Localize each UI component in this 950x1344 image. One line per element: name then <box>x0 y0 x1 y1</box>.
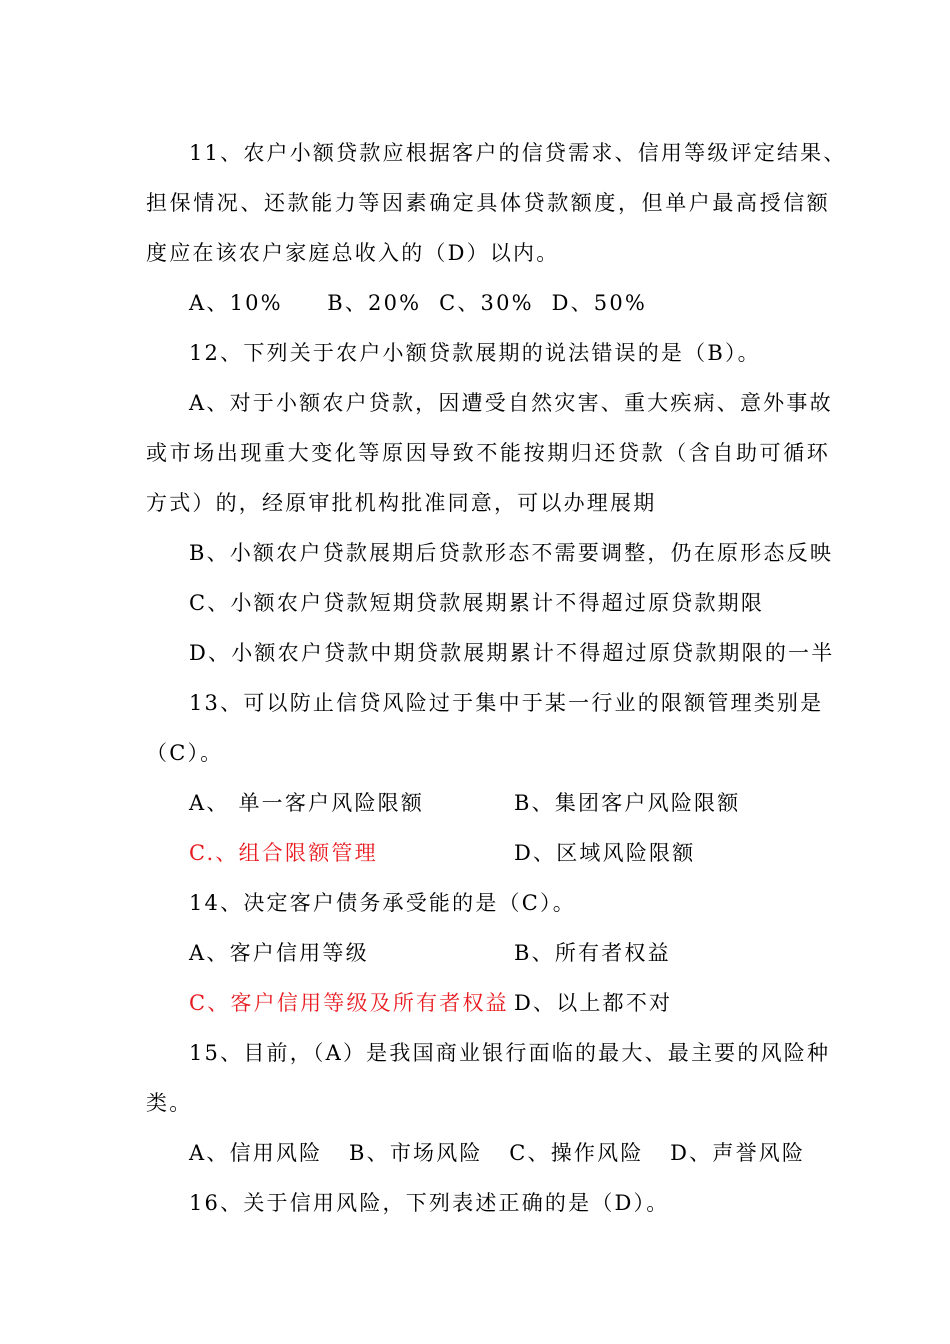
q14-option-c-answer: C、客户信用等级及所有者权益 <box>189 991 509 1015</box>
q11-line-3: 度应在该农户家庭总收入的（D）以内。 <box>146 241 560 265</box>
q14-option-d: D、以上都不对 <box>514 991 673 1015</box>
q15-line-1: 15、目前，（A）是我国商业银行面临的最大、最主要的风险种 <box>189 1041 831 1065</box>
q12-option-b: B、小额农户贷款展期后贷款形态不需要调整，仍在原形态反映 <box>189 541 834 565</box>
q13-option-c-answer: C.、组合限额管理 <box>189 841 378 865</box>
q11-line-1: 11、农户小额贷款应根据客户的信贷需求、信用等级评定结果、 <box>189 141 847 165</box>
q12-option-c: C、小额农户贷款短期贷款展期累计不得超过原贷款期限 <box>189 591 765 615</box>
q13-option-b: B、集团客户风险限额 <box>514 791 741 815</box>
q15-line-2: 类。 <box>146 1091 193 1115</box>
q12-option-a-line-1: A、对于小额农户贷款，因遭受自然灾害、重大疾病、意外事故 <box>189 391 833 415</box>
q13-line-2: （C）。 <box>146 741 224 765</box>
q15-options: A、信用风险 B、市场风险 C、操作风险 D、声誉风险 <box>189 1141 806 1165</box>
q12-option-a-line-3: 方式）的，经原审批机构批准同意，可以办理展期 <box>146 491 657 515</box>
q12-stem: 12、下列关于农户小额贷款展期的说法错误的是（B）。 <box>189 341 761 365</box>
q14-stem: 14、决定客户债务承受能的是（C）。 <box>189 891 576 915</box>
q13-option-d: D、区域风险限额 <box>514 841 696 865</box>
q11-line-2: 担保情况、还款能力等因素确定具体贷款额度，但单户最高授信额 <box>146 191 831 215</box>
q14-option-a: A、客户信用等级 <box>189 941 369 965</box>
q13-line-1: 13、可以防止信贷风险过于集中于某一行业的限额管理类别是 <box>189 691 824 715</box>
q16-stem: 16、关于信用风险，下列表述正确的是（D）。 <box>189 1191 670 1215</box>
q12-option-d: D、小额农户贷款中期贷款展期累计不得超过原贷款期限的一半 <box>189 641 835 665</box>
q14-option-b: B、所有者权益 <box>514 941 671 965</box>
q11-options: A、10% B、20% C、30% D、50% <box>189 291 648 315</box>
q12-option-a-line-2: 或市场出现重大变化等原因导致不能按期归还贷款（含自助可循环 <box>146 441 831 465</box>
q13-option-a: A、 单一客户风险限额 <box>189 791 425 815</box>
